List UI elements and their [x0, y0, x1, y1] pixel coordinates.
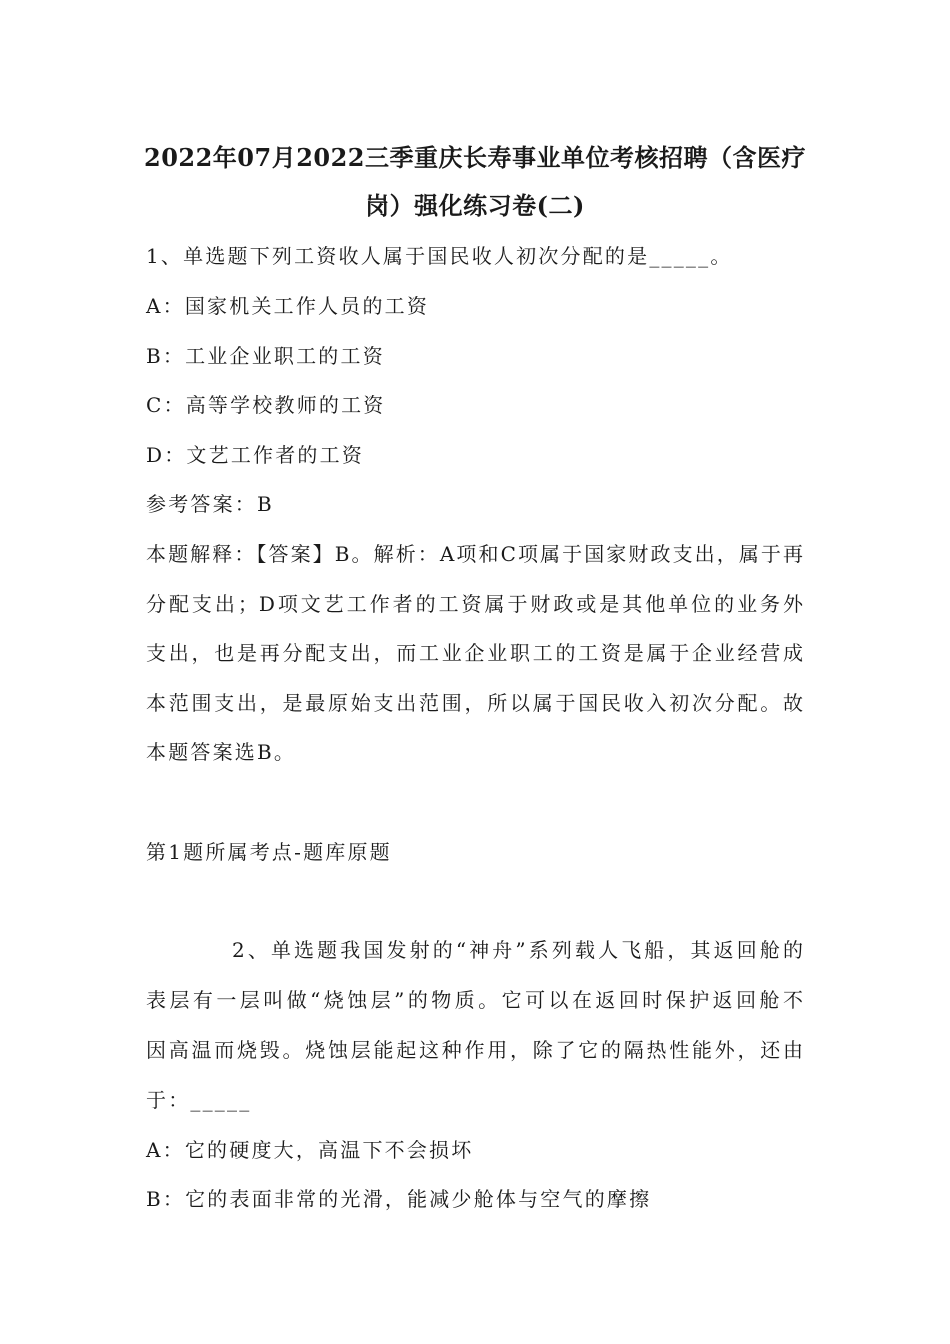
question-1-option-c: C：高等学校教师的工资	[146, 393, 386, 417]
question-2-stem-line-3: 因高温而烧毁。烧蚀层能起这种作用，除了它的隔热性能外，还由	[146, 1038, 804, 1062]
question-1-option-a: A：国家机关工作人员的工资	[146, 294, 430, 318]
document-title-line-2: 岗）强化练习卷(二)	[365, 191, 585, 220]
question-1-option-d: D：文艺工作者的工资	[146, 443, 365, 467]
question-1-explanation-line-3: 支出，也是再分配支出，而工业企业职工的工资是属于企业经营成	[146, 641, 804, 665]
question-1-source: 第1题所属考点-题库原题	[146, 840, 392, 864]
question-1-stem: 1、单选题下列工资收人属于国民收人初次分配的是_____。	[146, 244, 733, 268]
question-2-option-b: B：它的表面非常的光滑，能减少舱体与空气的摩擦	[146, 1187, 652, 1211]
question-2-stem-line-1-text: 2、单选题我国发射的“神舟”系列载人飞船，其返回舱的	[232, 938, 804, 962]
question-2-stem-line-4: 于：_____	[146, 1088, 252, 1112]
question-1-explanation-line-5: 本题答案选B。	[146, 740, 297, 764]
question-2-option-a: A：它的硬度大，高温下不会损坏	[146, 1138, 474, 1162]
document-title-line-1: 2022年07月2022三季重庆长寿事业单位考核招聘（含医疗	[144, 143, 806, 172]
question-1-answer: 参考答案：B	[146, 492, 274, 516]
question-1-explanation-line-4: 本范围支出，是最原始支出范围，所以属于国民收入初次分配。故	[146, 691, 804, 715]
question-1-explanation-line-2: 分配支出；D项文艺工作者的工资属于财政或是其他单位的业务外	[146, 592, 804, 616]
question-1-explanation-line-1: 本题解释：【答案】B。解析：A项和C项属于国家财政支出，属于再	[146, 542, 804, 566]
question-1-option-b: B：工业企业职工的工资	[146, 344, 385, 368]
question-2-stem-line-2: 表层有一层叫做“烧蚀层”的物质。它可以在返回时保护返回舱不	[146, 988, 804, 1012]
question-2-stem-line-1	[146, 934, 804, 963]
